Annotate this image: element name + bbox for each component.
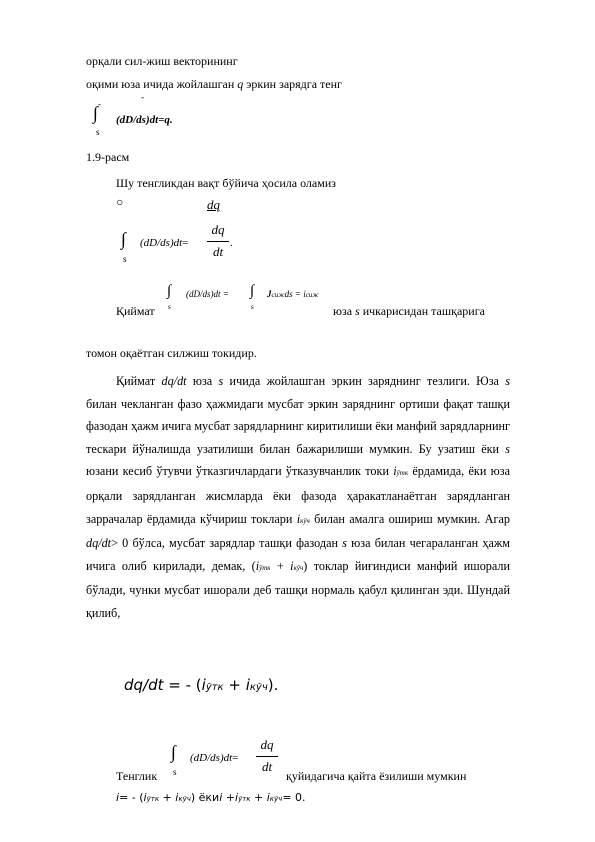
- fraction-denominator: dt: [261, 759, 273, 774]
- main-paragraph: Қиймат dq/dt юза s ичида жойлашган эркин заряднинг тезлиги. Юза s билан чекланган фазо ҳажмидаги мусбат эркин заряднинг ортиши фақат ташқи фазодан ҳажм ичига мусбат зарядларнинг киритилиши ёки манфий зарядларнинг тескари йўналишда узатилиши билан бажарилиши мумкин. Бу узатиш ёки s юзани кесиб ўтувчи ўтказгичлардаги ўтказувчанлик токи iўтк ёрдамида, ёки юза орқали зарядланган жисмларда ёки фазода ҳаракатланаётган зарядланган заррачалар ёрдамида кўчириш токлари iкўч билан амалга ошириш мумкин. Агар dq/dt> 0 бўлса, мусбат зарядлар ташқи фазодан s юза билан чегараланган ҳажм ичига олиб кирилади, демак, (iўтк + iкўч) токлар йиғиндиси манфий ишорали бўлади, чунки мусбат ишорали деб ташқи нормаль қабул қилинган эди. Шундай қилиб,: [86, 374, 510, 620]
- text-line-7: томон оқаётган силжиш токидир.: [86, 346, 257, 360]
- equation-final: i= - (iўтк + iкўч) ёкиi +iўтк + iкўч= 0.: [116, 791, 306, 804]
- text-line-2: оқими юза ичида жойлашган q эркин зарядга тенг: [86, 77, 342, 91]
- integral-sign-icon: ∫: [171, 742, 176, 762]
- small-formula-part-1: (dD/ds)dt =: [186, 289, 229, 299]
- integral-limit-s: s: [251, 303, 254, 311]
- integral-sign-icon: ∫: [250, 283, 255, 299]
- text-rewrite: қуйидагича қайта ёзилиши мумкин: [286, 769, 467, 783]
- dq-label: dq: [207, 197, 220, 212]
- formula-flux-text: (dD/ds)dt=q.: [116, 114, 173, 126]
- vector-mark: -: [141, 92, 144, 102]
- integral-limit-s: s: [96, 127, 100, 137]
- figure-caption: 1.9-расм: [86, 150, 130, 164]
- integral-limit-s: s: [173, 767, 177, 777]
- fraction-numerator: dq: [211, 222, 225, 237]
- integral-sign-icon: ∫: [121, 229, 126, 249]
- text-kiymat: Қиймат: [116, 304, 155, 318]
- formula-lhs: (dD/ds)dt=: [140, 237, 189, 249]
- fraction-denominator: dt: [212, 244, 224, 259]
- text-line-1: орқали сил-жиш векторининг: [86, 54, 238, 68]
- integral-limit-s: s: [168, 303, 171, 311]
- vector-mark: -: [98, 99, 101, 109]
- fraction-numerator: dq: [260, 737, 274, 752]
- integral-sign-icon: ∫: [93, 103, 98, 123]
- text-line-derivative: Шу тенгликдан вақт бўйича ҳосила оламиз: [116, 176, 336, 190]
- formula-lhs: (dD/ds)dt=: [190, 752, 239, 764]
- circle-mark-icon: ○: [116, 195, 124, 209]
- small-formula-part-2: Jсижds = iсиж: [267, 289, 319, 299]
- fraction-bar: [256, 756, 278, 757]
- fraction-bar: [207, 241, 229, 242]
- equation-current-sum: dq/dt = - (iўтк + iкўч).: [124, 676, 279, 694]
- text-surface: юза s ичкарисидан ташқарига: [333, 304, 485, 318]
- text-tenglik: Тенглик: [116, 769, 158, 783]
- formula-period: .: [230, 237, 233, 249]
- charge-q: q: [237, 77, 244, 91]
- integral-limit-s: s: [123, 254, 127, 264]
- integral-sign-icon: ∫: [167, 283, 172, 299]
